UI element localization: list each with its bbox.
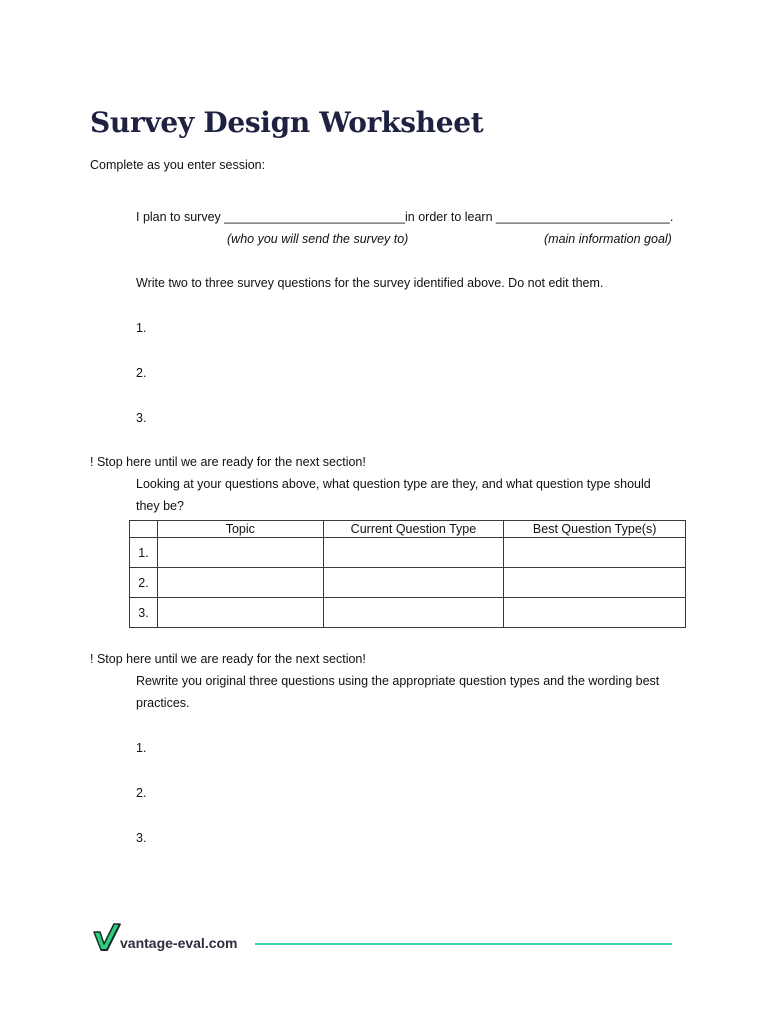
section1-instruction: Write two to three survey questions for the survey identified above. Do not edit them.: [136, 276, 604, 290]
current-type-cell[interactable]: [323, 538, 504, 568]
footer-divider: [255, 943, 672, 945]
current-type-cell[interactable]: [323, 598, 504, 628]
list-item: 3.: [136, 411, 147, 425]
list-item: 3.: [136, 831, 147, 845]
section2-instruction-line1: Looking at your questions above, what question type are they, and what question type should: [136, 477, 651, 491]
topic-cell[interactable]: [157, 538, 323, 568]
goal-hint: (main information goal): [544, 232, 672, 246]
list-item: 1.: [136, 741, 147, 755]
best-type-cell[interactable]: [504, 598, 686, 628]
table-header-cell: Best Question Type(s): [504, 521, 686, 538]
table-row: [130, 538, 686, 568]
plan-part1: I plan to survey: [136, 210, 225, 224]
table-row: [130, 568, 686, 598]
list-item: 2.: [136, 786, 147, 800]
table-header-cell: Topic: [157, 521, 323, 538]
row-number: 3.: [130, 598, 158, 628]
current-type-cell[interactable]: [323, 568, 504, 598]
brand-link[interactable]: vantage-eval.com: [120, 935, 238, 951]
best-type-cell[interactable]: [504, 538, 686, 568]
intro-text: Complete as you enter session:: [90, 158, 266, 172]
table-header-cell: [130, 521, 158, 538]
list-item: 2.: [136, 366, 147, 380]
audience-blank[interactable]: __________________________: [224, 210, 405, 224]
page-title: Survey Design Worksheet: [90, 106, 484, 139]
topic-cell[interactable]: [157, 598, 323, 628]
table-row: [130, 598, 686, 628]
section3-instruction-line2: practices.: [136, 696, 190, 710]
goal-blank[interactable]: _________________________: [496, 210, 670, 224]
row-number: 1.: [130, 538, 158, 568]
row-number: 2.: [130, 568, 158, 598]
table-header-row: [130, 521, 686, 538]
best-type-cell[interactable]: [504, 568, 686, 598]
list-item: 1.: [136, 321, 147, 335]
topic-cell[interactable]: [157, 568, 323, 598]
audience-hint: (who you will send the survey to): [227, 232, 409, 246]
plan-end: .: [669, 210, 674, 224]
stop-note: ! Stop here until we are ready for the next section!: [90, 455, 366, 469]
section2-instruction-line2: they be?: [136, 499, 184, 513]
stop-note: ! Stop here until we are ready for the next section!: [90, 652, 366, 666]
table-header-cell: Current Question Type: [323, 521, 504, 538]
plan-part2: in order to learn: [405, 210, 497, 224]
section3-instruction-line1: Rewrite you original three questions using the appropriate question types and the wording best: [136, 674, 660, 688]
checkmark-logo-icon: [92, 922, 122, 952]
plan-sentence: [136, 209, 673, 225]
question-type-table: [129, 520, 686, 628]
